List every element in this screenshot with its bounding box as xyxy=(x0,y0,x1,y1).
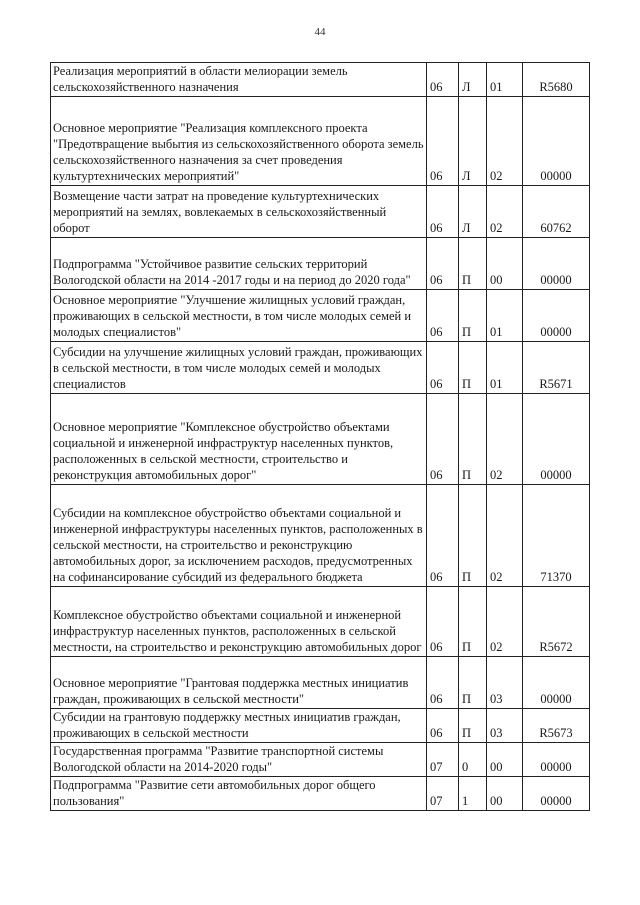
row-name-cell: Реализация мероприятий в области мелиорации земель сельскохозяйственного назначения xyxy=(51,63,427,97)
code-cell-2: Л xyxy=(459,186,487,238)
row-name-cell: Субсидии на улучшение жилищных условий граждан, проживающих в сельской местности, в том числе молодых семей и молодых специалистов xyxy=(51,342,427,394)
code-cell-4: R5680 xyxy=(523,63,590,97)
code-cell-4: 00000 xyxy=(523,743,590,777)
code-cell-1: 06 xyxy=(427,657,459,709)
code-cell-4: 00000 xyxy=(523,97,590,186)
code-cell-4: R5671 xyxy=(523,342,590,394)
code-cell-2: П xyxy=(459,290,487,342)
table-row xyxy=(51,485,590,587)
code-cell-1: 06 xyxy=(427,485,459,587)
row-name-cell: Основное мероприятие "Реализация комплексного проекта "Предотвращение выбытия из сельскохозяйственного оборота земель сельскохозяйственного назначения за счет проведения культуртехнических мероприятий" xyxy=(51,97,427,186)
code-cell-3: 02 xyxy=(487,394,523,485)
code-cell-2: 1 xyxy=(459,777,487,811)
table-row xyxy=(51,63,590,97)
code-cell-3: 00 xyxy=(487,743,523,777)
code-cell-2: П xyxy=(459,394,487,485)
code-cell-4: 00000 xyxy=(523,657,590,709)
row-name-cell: Подпрограмма "Устойчивое развитие сельских территорий Вологодской области на 2014 -2017 годы и на период до 2020 года" xyxy=(51,238,427,290)
code-cell-1: 06 xyxy=(427,238,459,290)
code-cell-3: 00 xyxy=(487,238,523,290)
table-row xyxy=(51,238,590,290)
code-cell-1: 07 xyxy=(427,743,459,777)
code-cell-1: 06 xyxy=(427,63,459,97)
code-cell-3: 02 xyxy=(487,485,523,587)
code-cell-4: 00000 xyxy=(523,290,590,342)
code-cell-3: 01 xyxy=(487,342,523,394)
row-name-cell: Подпрограмма "Развитие сети автомобильных дорог общего пользования" xyxy=(51,777,427,811)
page-number: 44 xyxy=(314,26,326,38)
code-cell-1: 06 xyxy=(427,342,459,394)
table-row xyxy=(51,777,590,811)
code-cell-2: Л xyxy=(459,97,487,186)
row-name-cell: Основное мероприятие "Комплексное обустройство объектами социальной и инженерной инфраструктур населенных пунктов, расположенных в сельской местности, строительство и реконструкция автомобильных дорог" xyxy=(51,394,427,485)
code-cell-2: П xyxy=(459,485,487,587)
table-row xyxy=(51,394,590,485)
table-row xyxy=(51,186,590,238)
table-row xyxy=(51,743,590,777)
code-cell-2: 0 xyxy=(459,743,487,777)
budget-classification-table xyxy=(50,62,590,811)
code-cell-1: 06 xyxy=(427,587,459,657)
code-cell-4: 71370 xyxy=(523,485,590,587)
code-cell-1: 07 xyxy=(427,777,459,811)
code-cell-4: 00000 xyxy=(523,238,590,290)
row-name-cell: Основное мероприятие "Грантовая поддержка местных инициатив граждан, проживающих в сельской местности" xyxy=(51,657,427,709)
row-name-cell: Комплексное обустройство объектами социальной и инженерной инфраструктур населенных пунктов, расположенных в сельской местности, на строительство и реконструкцию автомобильных дорог xyxy=(51,587,427,657)
code-cell-2: П xyxy=(459,709,487,743)
code-cell-3: 02 xyxy=(487,97,523,186)
row-name-cell: Основное мероприятие "Улучшение жилищных условий граждан, проживающих в сельской местности, в том числе молодых семей и молодых специалистов" xyxy=(51,290,427,342)
code-cell-4: 00000 xyxy=(523,394,590,485)
code-cell-4: R5672 xyxy=(523,587,590,657)
table-row xyxy=(51,709,590,743)
code-cell-2: П xyxy=(459,238,487,290)
row-name-cell: Государственная программа "Развитие транспортной системы Вологодской области на 2014-2020 годы" xyxy=(51,743,427,777)
code-cell-2: П xyxy=(459,587,487,657)
table-row xyxy=(51,657,590,709)
code-cell-2: Л xyxy=(459,63,487,97)
code-cell-1: 06 xyxy=(427,186,459,238)
table-row xyxy=(51,97,590,186)
code-cell-3: 02 xyxy=(487,587,523,657)
code-cell-1: 06 xyxy=(427,709,459,743)
code-cell-4: R5673 xyxy=(523,709,590,743)
table-row xyxy=(51,342,590,394)
row-name-cell: Субсидии на комплексное обустройство объектами социальной и инженерной инфраструктуры населенных пунктов, расположенных в сельской местности, на строительство и реконструкцию автомобильных дорог, за исключением расходов, предусмотренных на софинансирование субсидий из федерального бюджета xyxy=(51,485,427,587)
table-row xyxy=(51,290,590,342)
row-name-cell: Субсидии на грантовую поддержку местных инициатив граждан, проживающих в сельской местности xyxy=(51,709,427,743)
table-row xyxy=(51,587,590,657)
code-cell-3: 03 xyxy=(487,657,523,709)
code-cell-4: 60762 xyxy=(523,186,590,238)
code-cell-1: 06 xyxy=(427,290,459,342)
code-cell-1: 06 xyxy=(427,97,459,186)
code-cell-3: 00 xyxy=(487,777,523,811)
code-cell-1: 06 xyxy=(427,394,459,485)
code-cell-3: 01 xyxy=(487,63,523,97)
code-cell-3: 03 xyxy=(487,709,523,743)
code-cell-2: П xyxy=(459,342,487,394)
row-name-cell: Возмещение части затрат на проведение культуртехнических мероприятий на землях, вовлекаемых в сельскохозяйственный оборот xyxy=(51,186,427,238)
code-cell-2: П xyxy=(459,657,487,709)
code-cell-3: 01 xyxy=(487,290,523,342)
code-cell-3: 02 xyxy=(487,186,523,238)
code-cell-4: 00000 xyxy=(523,777,590,811)
